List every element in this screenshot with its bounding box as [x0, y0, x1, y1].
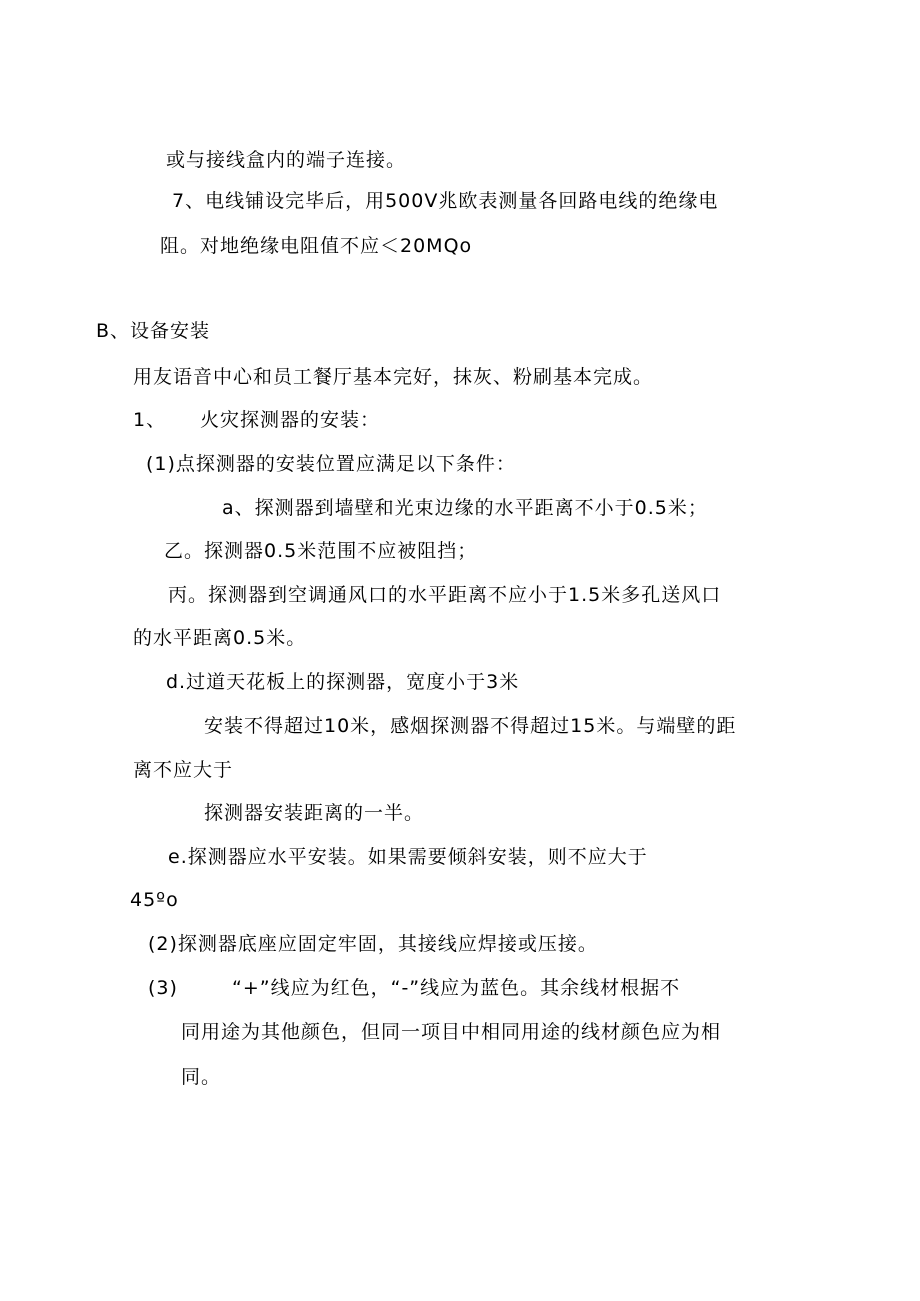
text-line: 或与接线盒内的端子连接。 — [166, 149, 407, 171]
text-line: “+”线应为红色，“-”线应为蓝色。其余线材根据不 — [232, 977, 681, 999]
text-line: d.过道天花板上的探测器，宽度小于3米 — [166, 671, 520, 693]
text-line: 45ºo — [130, 889, 179, 911]
text-line: 用友语音中心和员工餐厅基本完好，抹灰、粉刷基本完成。 — [133, 366, 654, 388]
text-line: 同用途为其他颜色，但同一项目中相同用途的线材颜色应为相 — [181, 1021, 722, 1043]
text-line: 离不应大于 — [133, 759, 234, 781]
section-heading: B、设备安装 — [96, 320, 211, 342]
text-line: (2)探测器底座应固定牢固，其接线应焊接或压接。 — [148, 933, 598, 955]
item-heading: 火灾探测器的安装： — [200, 409, 381, 431]
item-number: 1、 — [133, 409, 167, 431]
text-line: (1)点探测器的安装位置应满足以下条件： — [146, 453, 516, 475]
text-line: 乙。探测器0.5米范围不应被阻挡； — [164, 540, 478, 562]
text-line: e.探测器应水平安装。如果需要倾斜安装，则不应大于 — [168, 846, 648, 868]
text-line: 的水平距离0.5米。 — [133, 627, 307, 649]
text-line: 探测器安装距离的一半。 — [204, 802, 425, 824]
text-line: 7、电线铺设完毕后，用500V兆欧表测量各回路电线的绝缘电 — [172, 190, 719, 212]
text-line: 同。 — [181, 1066, 222, 1088]
text-line: a、探测器到墙壁和光束边缘的水平距离不小于0.5米； — [222, 497, 708, 519]
item-number: (3) — [148, 977, 178, 999]
text-line: 阻。对地绝缘电阻值不应＜20MQo — [160, 235, 473, 257]
text-line: 安装不得超过10米，感烟探测器不得超过15米。与端壁的距 — [204, 715, 737, 737]
text-line: 丙。探测器到空调通风口的水平距离不应小于1.5米多孔送风口 — [168, 584, 722, 606]
